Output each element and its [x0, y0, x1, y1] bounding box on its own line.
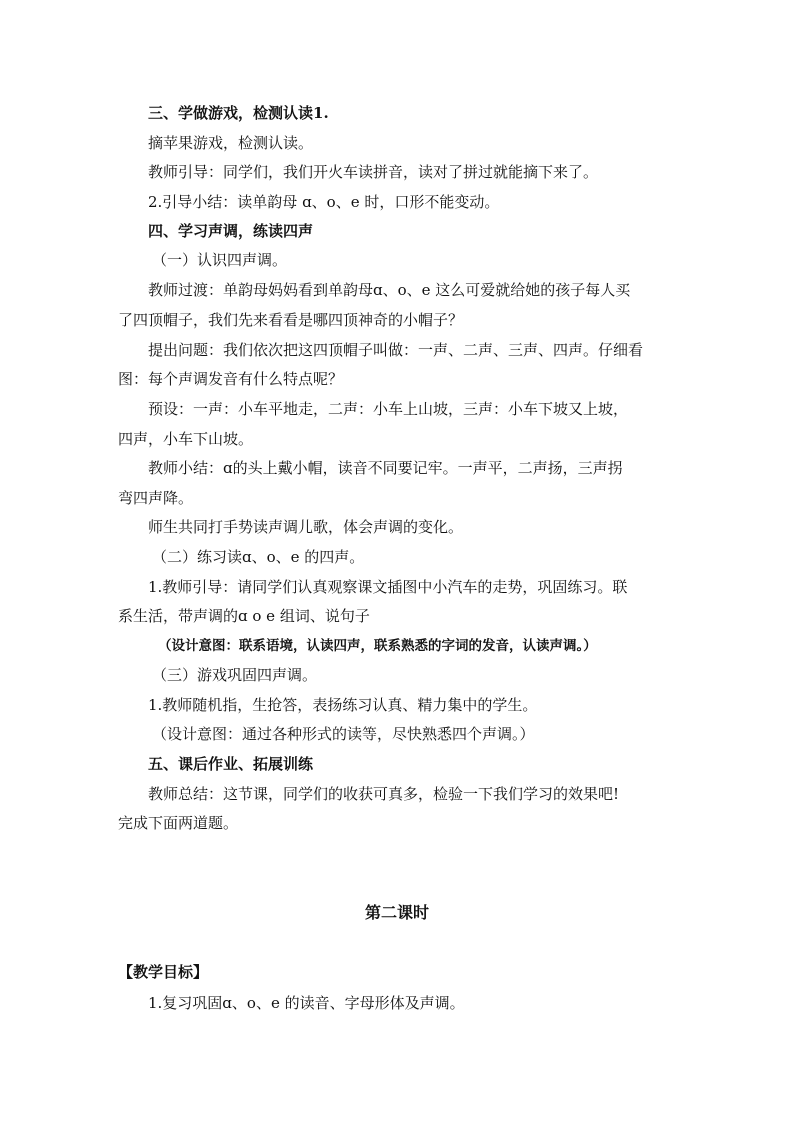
paragraph-line: 教师小结：ɑ的头上戴小帽，读音不同要记牢。一声平，二声扬，三声拐 [148, 459, 623, 477]
paragraph-line: 教师总结：这节课，同学们的收获可真多，检验一下我们学习的效果吧! [148, 785, 620, 803]
design-note: （设计意图：联系语境，认读四声，联系熟悉的字词的发音，认读声调。） [158, 638, 597, 654]
design-note: （设计意图：通过各种形式的读等，尽快熟悉四个声调。） [152, 725, 535, 743]
paragraph-line: 了四顶帽子，我们先来看看是哪四顶神奇的小帽子？ [118, 311, 464, 329]
paragraph-line: 预设：一声：小车平地走，二声：小车上山坡，三声：小车下坡又上坡， [148, 400, 629, 418]
sub-heading: （二）练习读ɑ、o、e 的四声。 [152, 548, 365, 566]
section-heading-5: 五、课后作业、拓展训练 [148, 755, 314, 773]
paragraph-line: 完成下面两道题。 [118, 814, 239, 832]
paragraph-line: 1.教师随机指，生抢答，表扬练习认真、精力集中的学生。 [148, 696, 538, 714]
sub-heading: （一）认识四声调。 [152, 251, 288, 269]
paragraph-line: 教师引导：同学们，我们开火车读拼音，读对了拼过就能摘下来了。 [148, 163, 599, 181]
paragraph-line: 教师过渡：单韵母妈妈看到单韵母ɑ、o、e 这么可爱就给她的孩子每人买 [148, 281, 631, 299]
goal-item: 1.复习巩固ɑ、o、e 的读音、字母形体及声调。 [148, 994, 465, 1012]
section-heading-3: 三、学做游戏，检测认读1. [148, 104, 329, 122]
paragraph-line: 系生活，带声调的ɑ o e 组词、说句子 [118, 607, 370, 625]
paragraph-line: 四声，小车下山坡。 [118, 430, 254, 448]
section-heading-4: 四、学习声调，练读四声 [148, 222, 314, 240]
paragraph-line: 提出问题：我们依次把这四顶帽子叫做：一声、二声、三声、四声。仔细看 [148, 341, 644, 359]
lesson-title: 第二课时 [364, 903, 429, 922]
paragraph-line: 弯四声降。 [118, 489, 194, 507]
paragraph-line: 2.引导小结：读单韵母 ɑ、o、e 时，口形不能变动。 [148, 193, 500, 211]
paragraph-line: 1.教师引导：请同学们认真观察课文插图中小汽车的走势，巩固练习。联 [148, 578, 628, 596]
sub-heading: （三）游戏巩固四声调。 [152, 666, 318, 684]
paragraph-line: 师生共同打手势读声调儿歌，体会声调的变化。 [148, 518, 464, 536]
paragraph-line: 摘苹果游戏，检测认读。 [148, 134, 314, 152]
goal-heading: 【教学目标】 [118, 963, 209, 981]
paragraph-line: 图：每个声调发音有什么特点呢？ [118, 370, 344, 388]
